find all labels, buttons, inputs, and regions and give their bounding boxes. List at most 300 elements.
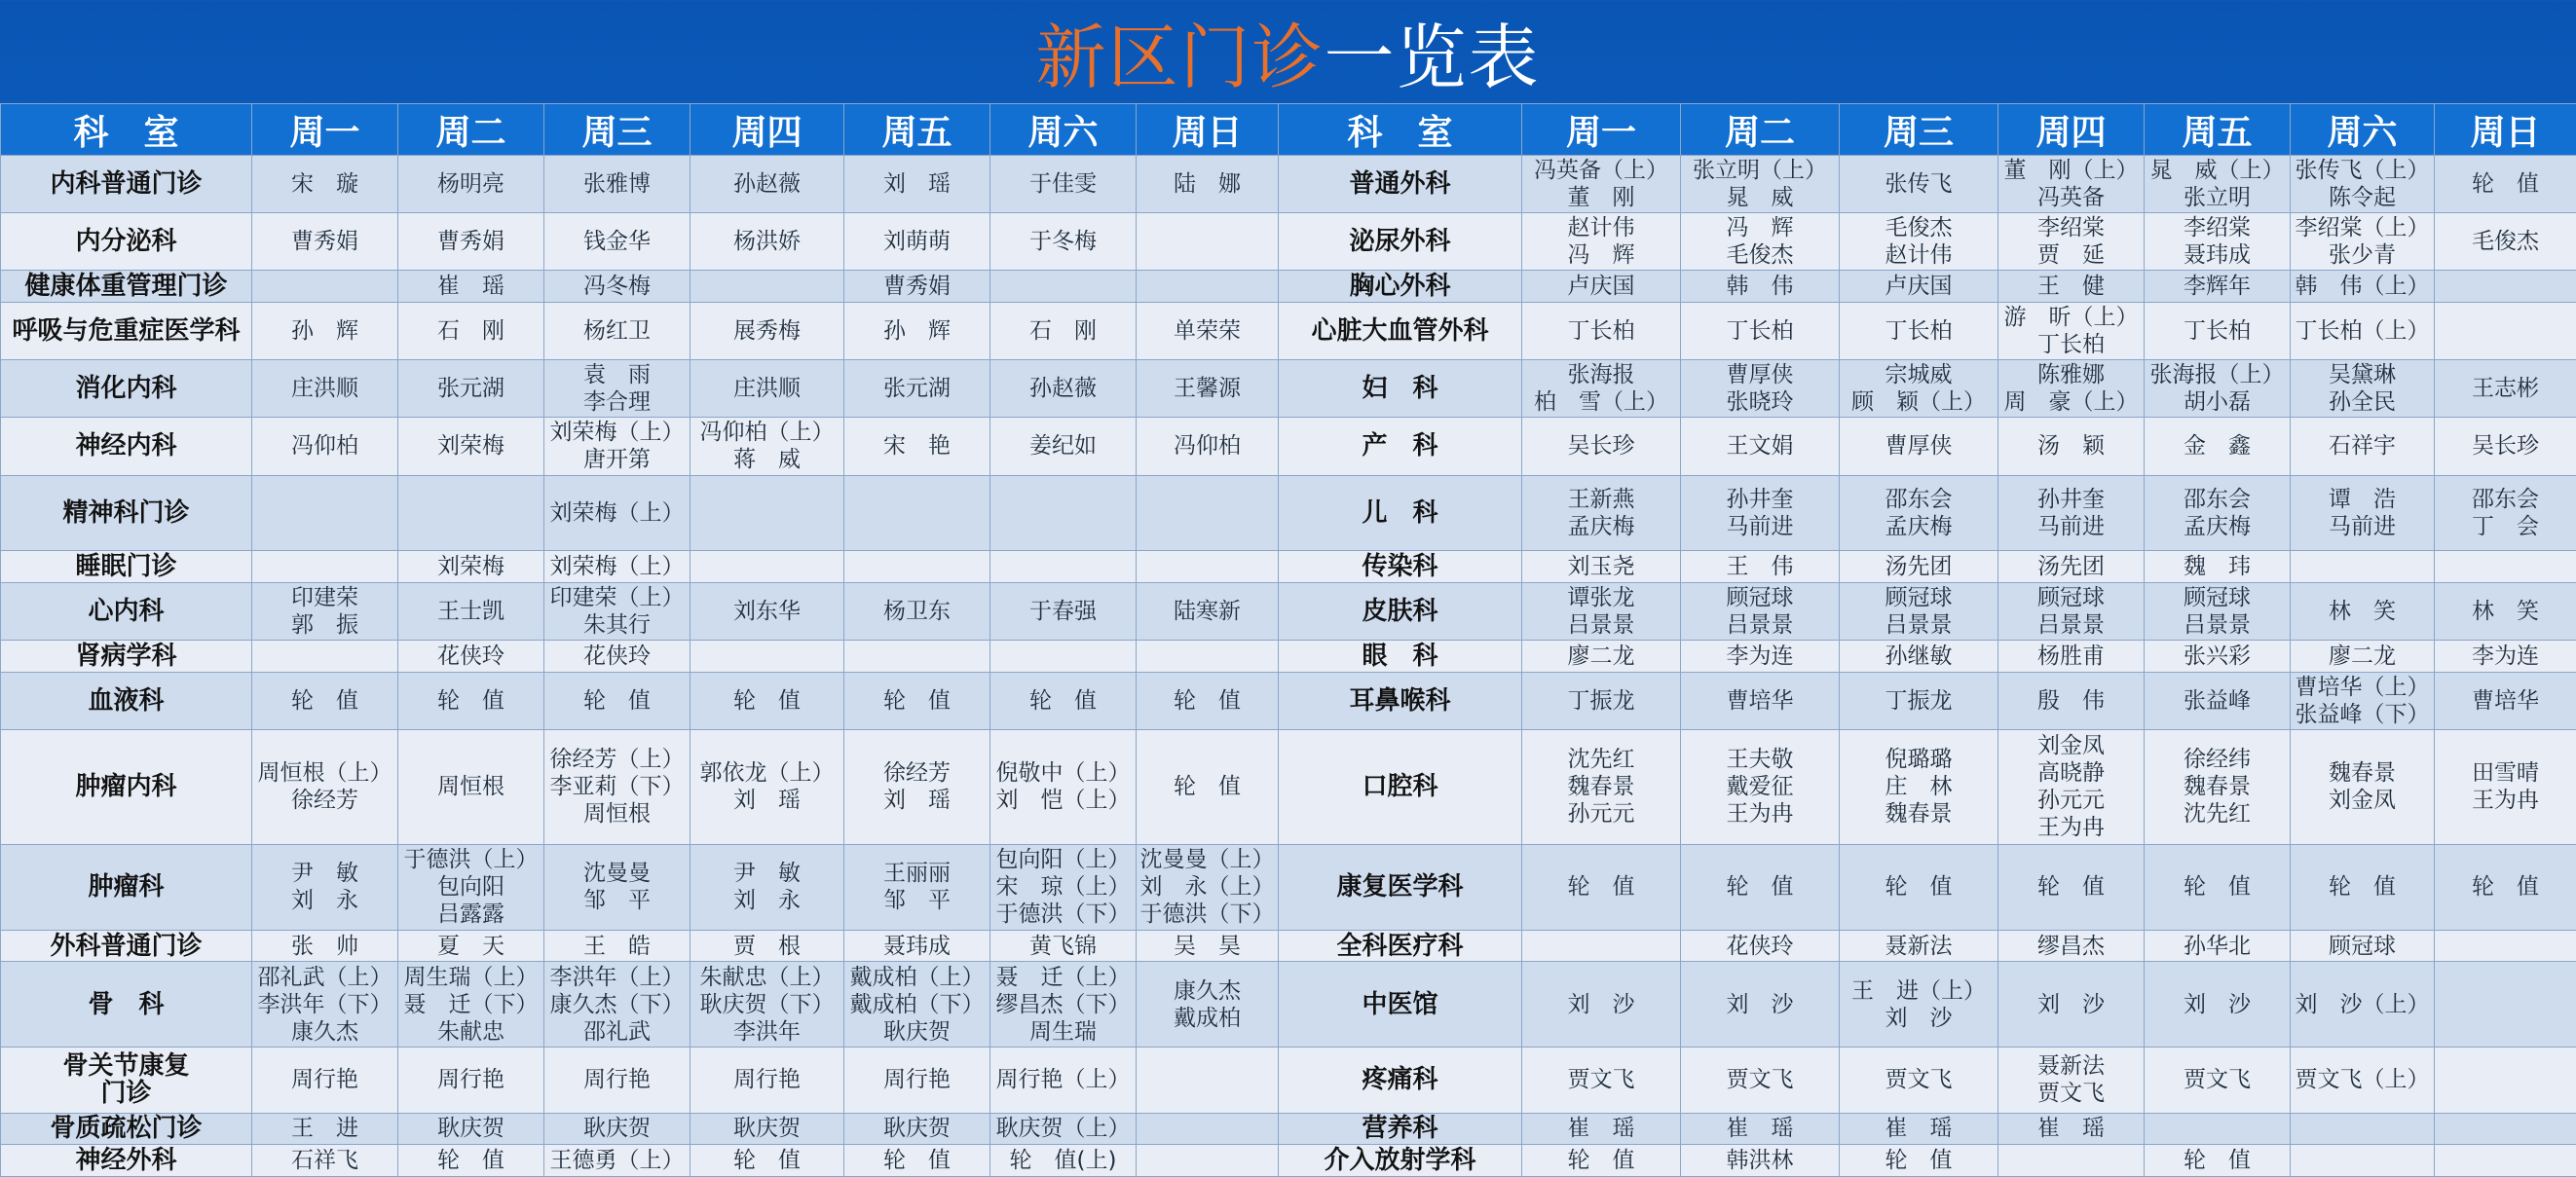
doctor-name: 轮 值 (1174, 774, 1241, 800)
doctor-cell (1681, 551, 1840, 583)
doctor-name: 印建荣（上） (549, 584, 685, 610)
doctor-cell (1137, 475, 1279, 551)
doctor-name: 曹厚侠 (1885, 433, 1953, 460)
doctor-cell (1840, 582, 1998, 640)
doctor-name: 戴成柏（上） (849, 964, 985, 990)
table-row (1, 582, 2576, 640)
doctor-name: 沈曼曼（上） (1139, 847, 1275, 873)
doctor-name: 轮 值 (2037, 874, 2105, 901)
header-day: 周二 (1681, 104, 1840, 156)
doctor-cell (844, 1145, 990, 1177)
doctor-cell (1681, 729, 1840, 844)
doctor-cell (2291, 1048, 2435, 1113)
doctor-cell (1522, 213, 1681, 271)
doctor-name: 张益峰（下） (2295, 701, 2430, 727)
doctor-cell (2291, 930, 2435, 962)
doctor-name: 耿庆贺 (883, 1116, 951, 1142)
department-name: 内科普通门诊 (50, 169, 203, 200)
doctor-name: 朱献忠（上） (699, 964, 835, 990)
table-row (1, 213, 2576, 271)
schedule-table (0, 103, 2576, 1177)
table-row (1, 962, 2576, 1048)
department-cell (1, 930, 252, 962)
doctor-cell (544, 475, 691, 551)
doctor-cell (252, 1113, 398, 1145)
doctor-cell (844, 271, 990, 303)
doctor-name: 张兴彩 (2184, 643, 2251, 669)
doctor-cell (2435, 1113, 2576, 1145)
doctor-name: 冯英备 (2037, 185, 2105, 211)
doctor-cell (691, 1048, 844, 1113)
doctor-name: 张晓玲 (1726, 389, 1794, 416)
doctor-cell (1137, 672, 1279, 729)
doctor-cell (2291, 418, 2435, 475)
doctor-name: 刘金凤 (2329, 788, 2396, 814)
doctor-name: 张海报（上） (2149, 362, 2285, 388)
doctor-name: 轮 值 (2184, 874, 2251, 901)
doctor-name: 刘 瑶 (883, 788, 951, 814)
doctor-cell (691, 1113, 844, 1145)
doctor-name: 崔 瑶 (1567, 1116, 1635, 1142)
doctor-name: 康久杰 (1174, 977, 1241, 1004)
table-row (1, 672, 2576, 729)
doctor-cell (844, 551, 990, 583)
doctor-cell (1137, 156, 1279, 213)
department-name: 产 科 (1362, 431, 1438, 461)
department-cell (1279, 475, 1522, 551)
title-part1: 新区门诊 (1035, 17, 1325, 98)
doctor-name: 胡小磊 (2184, 389, 2251, 416)
doctor-name: 周生瑞 (1029, 1018, 1097, 1045)
schedule-table-wrapper (0, 103, 2576, 1177)
doctor-name: 贾文飞 (1726, 1067, 1794, 1093)
doctor-name: 轮 值 (2184, 1148, 2251, 1174)
doctor-name: 李为连 (1726, 643, 1794, 669)
doctor-name: 轮 值 (1885, 874, 1953, 901)
doctor-cell (1681, 302, 1840, 359)
doctor-cell (2291, 302, 2435, 359)
doctor-name: 刘荣梅 (437, 433, 504, 460)
doctor-name: 董 刚（上） (2003, 158, 2139, 184)
doctor-cell (544, 729, 691, 844)
department-name: 耳鼻喉科 (1349, 685, 1451, 716)
doctor-cell (844, 962, 990, 1048)
department-cell (1, 845, 252, 931)
doctor-name: 顾冠球 (2184, 584, 2251, 610)
doctor-cell (2145, 418, 2291, 475)
doctor-name: 吕露露 (437, 901, 504, 928)
department-cell (1, 213, 252, 271)
doctor-cell (2145, 1145, 2291, 1177)
doctor-name: 耿庆贺（上） (995, 1116, 1131, 1142)
doctor-cell (2435, 845, 2576, 931)
doctor-cell (1137, 845, 1279, 931)
department-cell (1, 640, 252, 672)
doctor-name: 花侠玲 (437, 643, 504, 669)
header-day: 周一 (1522, 104, 1681, 156)
doctor-cell (1998, 1048, 2145, 1113)
doctor-cell (2435, 729, 2576, 844)
doctor-name: 石祥宇 (2329, 433, 2396, 460)
doctor-name: 刘荣梅（上） (549, 499, 685, 526)
doctor-name: 刘萌萌 (883, 229, 951, 255)
doctor-cell (844, 418, 990, 475)
doctor-name: 蒋 威 (733, 447, 801, 473)
doctor-cell (2435, 156, 2576, 213)
doctor-name: 张元湖 (883, 376, 951, 402)
doctor-cell (844, 582, 990, 640)
doctor-cell (2435, 271, 2576, 303)
doctor-cell (1522, 1145, 1681, 1177)
doctor-cell (1137, 551, 1279, 583)
doctor-name: 晁 威（上） (2149, 158, 2285, 184)
doctor-name: 顾冠球 (2329, 933, 2396, 959)
doctor-name: 轮 值 (1567, 874, 1635, 901)
doctor-name: 崔 瑶 (2037, 1116, 2105, 1142)
department-name: 妇 科 (1362, 374, 1438, 404)
doctor-cell (1998, 1113, 2145, 1145)
department-name: 传染科 (1362, 551, 1438, 581)
header-department: 科 室 (1279, 104, 1522, 156)
doctor-name: 曹厚侠 (1726, 362, 1794, 388)
doctor-cell (544, 213, 691, 271)
doctor-name: 花侠玲 (1726, 933, 1794, 959)
header-day: 周四 (691, 104, 844, 156)
doctor-name: 聂玮成 (883, 933, 951, 959)
doctor-cell (1681, 360, 1840, 418)
doctor-cell (398, 672, 544, 729)
doctor-name: 张传飞（上） (2295, 158, 2430, 184)
doctor-name: 孙华北 (2184, 933, 2251, 959)
doctor-name: 汤先团 (2037, 553, 2105, 579)
doctor-name: 轮 值 (733, 687, 801, 714)
doctor-cell (691, 930, 844, 962)
doctor-cell (1840, 302, 1998, 359)
department-cell (1, 672, 252, 729)
doctor-name: 殷 伟 (2037, 687, 2105, 714)
doctor-name: 崔 瑶 (1885, 1116, 1953, 1142)
doctor-cell (1840, 729, 1998, 844)
table-row (1, 729, 2576, 844)
department-name: 肿瘤科 (88, 872, 165, 902)
doctor-cell (2435, 302, 2576, 359)
doctor-cell (691, 729, 844, 844)
doctor-cell (252, 729, 398, 844)
department-cell (1279, 302, 1522, 359)
doctor-cell (990, 1113, 1137, 1145)
doctor-cell (990, 729, 1137, 844)
doctor-name: 石 刚 (1029, 318, 1097, 345)
doctor-name: 尹 敏 (733, 861, 801, 887)
table-row (1, 302, 2576, 359)
doctor-cell (990, 1145, 1137, 1177)
doctor-name: 曹秀娟 (437, 229, 504, 255)
page-title (0, 0, 2576, 103)
department-cell (1, 582, 252, 640)
doctor-cell (544, 582, 691, 640)
doctor-name: 贾文飞 (2184, 1067, 2251, 1093)
doctor-cell (1840, 551, 1998, 583)
doctor-name: 郭 振 (291, 611, 358, 638)
doctor-name: 孙全民 (2329, 389, 2396, 416)
doctor-cell (1681, 640, 1840, 672)
doctor-name: 魏春景 (1567, 774, 1635, 800)
department-name: 精神科门诊 (62, 497, 190, 528)
doctor-name: 卢庆国 (1567, 274, 1635, 300)
doctor-name: 孙赵薇 (1029, 376, 1097, 402)
doctor-name: 轮 值 (2472, 171, 2539, 198)
doctor-name: 刘 沙（上） (2295, 991, 2430, 1017)
doctor-cell (2145, 962, 2291, 1048)
doctor-name: 聂玮成 (2184, 242, 2251, 269)
doctor-cell (2145, 213, 2291, 271)
doctor-name: 孙元元 (2037, 788, 2105, 814)
doctor-cell (990, 640, 1137, 672)
doctor-name: 贾文飞（上） (2295, 1067, 2430, 1093)
doctor-name: 杨明亮 (437, 171, 504, 198)
doctor-name: 高晓静 (2037, 760, 2105, 787)
doctor-cell (1681, 156, 1840, 213)
doctor-name: 陆 娜 (1174, 171, 1241, 198)
doctor-name: 马前进 (1726, 513, 1794, 539)
doctor-cell (544, 1145, 691, 1177)
doctor-name: 杨红卫 (583, 318, 651, 345)
doctor-cell (990, 1048, 1137, 1113)
doctor-name: 孙继敏 (1885, 643, 1953, 669)
doctor-cell (398, 1048, 544, 1113)
doctor-name: 耿庆贺 (583, 1116, 651, 1142)
doctor-cell (544, 1113, 691, 1145)
doctor-name: 吴长珍 (1567, 433, 1635, 460)
doctor-cell (398, 302, 544, 359)
doctor-name: 周行艳（上） (995, 1067, 1131, 1093)
doctor-cell (1840, 475, 1998, 551)
doctor-cell (2145, 156, 2291, 213)
doctor-name: 孙井奎 (2037, 486, 2105, 512)
department-cell (1279, 845, 1522, 931)
doctor-name: 卢庆国 (1885, 274, 1953, 300)
header-day: 周五 (2145, 104, 2291, 156)
doctor-name: 李为连 (2472, 643, 2539, 669)
department-cell (1, 962, 252, 1048)
doctor-cell (2145, 1048, 2291, 1113)
doctor-name: 宗城威 (1885, 362, 1953, 388)
doctor-name: 张海报 (1567, 362, 1635, 388)
header-day: 周五 (844, 104, 990, 156)
doctor-name: 郭依龙（上） (699, 760, 835, 787)
doctor-name: 曹秀娟 (883, 274, 951, 300)
doctor-name: 沈先红 (2184, 801, 2251, 828)
doctor-name: 丁振龙 (1567, 687, 1635, 714)
doctor-cell (544, 271, 691, 303)
doctor-name: 汤先团 (1885, 553, 1953, 579)
doctor-cell (252, 156, 398, 213)
doctor-cell (1681, 930, 1840, 962)
doctor-name: 王志彬 (2472, 376, 2539, 402)
doctor-name: 刘荣梅（上） (549, 420, 685, 446)
doctor-name: 晁 威 (1726, 185, 1794, 211)
doctor-name: 耿庆贺（下） (699, 991, 835, 1017)
department-cell (1279, 640, 1522, 672)
doctor-cell (1998, 418, 2145, 475)
doctor-name: 赵计伟 (1567, 215, 1635, 241)
doctor-name: 宋 璇 (291, 171, 358, 198)
doctor-cell (691, 672, 844, 729)
doctor-cell (2435, 551, 2576, 583)
table-row (1, 271, 2576, 303)
department-name: 眼 科 (1362, 641, 1438, 671)
doctor-name: 孙元元 (1567, 801, 1635, 828)
doctor-cell (1137, 640, 1279, 672)
doctor-name: 刘 沙 (2184, 991, 2251, 1017)
doctor-name: 李亚莉（下） (549, 774, 685, 800)
doctor-cell (1522, 551, 1681, 583)
doctor-name: 宋 艳 (883, 433, 951, 460)
doctor-cell (844, 360, 990, 418)
doctor-name: 邵东会 (2184, 486, 2251, 512)
doctor-name: 周行艳 (583, 1067, 651, 1093)
doctor-name: 耿庆贺 (733, 1116, 801, 1142)
doctor-name: 魏春景 (2184, 774, 2251, 800)
doctor-name: 金 鑫 (2184, 433, 2251, 460)
doctor-name: 冯英备（上） (1534, 158, 1668, 184)
doctor-cell (1137, 1048, 1279, 1113)
doctor-cell (1998, 360, 2145, 418)
department-cell (1, 1113, 252, 1145)
doctor-cell (1522, 302, 1681, 359)
doctor-cell (1137, 729, 1279, 844)
doctor-cell (544, 551, 691, 583)
header-day: 周六 (990, 104, 1137, 156)
header-day: 周六 (2291, 104, 2435, 156)
doctor-name: 李辉年 (2184, 274, 2251, 300)
doctor-name: 毛俊杰 (1885, 215, 1953, 241)
department-name: 心内科 (88, 596, 165, 626)
doctor-cell (544, 418, 691, 475)
doctor-name: 倪敬中（上） (995, 760, 1131, 787)
doctor-cell (844, 1113, 990, 1145)
doctor-cell (1522, 1113, 1681, 1145)
doctor-name: 王为冉 (2472, 788, 2539, 814)
doctor-name: 刘 永 (291, 888, 358, 914)
doctor-cell (844, 475, 990, 551)
doctor-cell (1998, 729, 2145, 844)
doctor-cell (691, 475, 844, 551)
doctor-name: 轮 值 (883, 687, 951, 714)
doctor-cell (1840, 1113, 1998, 1145)
doctor-cell (844, 1048, 990, 1113)
doctor-cell (2435, 582, 2576, 640)
doctor-cell (398, 1113, 544, 1145)
doctor-cell (2145, 271, 2291, 303)
table-body (1, 156, 2576, 1177)
department-name: 中医馆 (1362, 989, 1438, 1019)
doctor-cell (2291, 360, 2435, 418)
doctor-cell (1522, 360, 1681, 418)
doctor-name: 印建荣 (291, 584, 358, 610)
doctor-name: 丁 会 (2472, 513, 2539, 539)
doctor-name: 展秀梅 (733, 318, 801, 345)
doctor-cell (1137, 1145, 1279, 1177)
doctor-name: 于冬梅 (1029, 229, 1097, 255)
doctor-cell (691, 962, 844, 1048)
doctor-cell (1137, 213, 1279, 271)
doctor-name: 缪昌杰 (2037, 933, 2105, 959)
doctor-cell (2145, 551, 2291, 583)
doctor-name: 李合理 (583, 389, 651, 416)
department-name: 健康体重管理门诊 (24, 272, 228, 302)
doctor-cell (844, 930, 990, 962)
doctor-name: 王士凯 (437, 598, 504, 624)
doctor-name: 轮 值 (1174, 687, 1241, 714)
doctor-name: 徐经芳（上） (549, 747, 685, 773)
doctor-name: 杨洪娇 (733, 229, 801, 255)
doctor-cell (1998, 845, 2145, 931)
doctor-name: 曹秀娟 (291, 229, 358, 255)
doctor-name: 林 笑 (2472, 598, 2539, 624)
doctor-name: 康久杰 (291, 1018, 358, 1045)
doctor-cell (990, 551, 1137, 583)
department-cell (1, 475, 252, 551)
doctor-cell (544, 360, 691, 418)
doctor-cell (844, 302, 990, 359)
doctor-name: 邹 平 (583, 888, 651, 914)
table-row (1, 640, 2576, 672)
doctor-name: 杨卫东 (883, 598, 951, 624)
department-cell (1, 360, 252, 418)
doctor-cell (252, 640, 398, 672)
doctor-cell (398, 360, 544, 418)
doctor-name: 庄洪顺 (733, 376, 801, 402)
doctor-cell (1998, 930, 2145, 962)
doctor-cell (1137, 1113, 1279, 1145)
doctor-cell (252, 582, 398, 640)
doctor-name: 周行艳 (883, 1067, 951, 1093)
department-cell (1279, 930, 1522, 962)
department-name: 介入放射学科 (1324, 1146, 1476, 1176)
doctor-cell (1840, 360, 1998, 418)
doctor-name: 孙赵薇 (733, 171, 801, 198)
doctor-name: 毛俊杰 (1726, 242, 1794, 269)
doctor-cell (1998, 1145, 2145, 1177)
department-name: 心脏大血管外科 (1311, 316, 1489, 347)
doctor-name: 孟庆梅 (2184, 513, 2251, 539)
doctor-name: 刘 沙 (1726, 991, 1794, 1017)
doctor-name: 石祥飞 (291, 1148, 358, 1174)
doctor-cell (2291, 475, 2435, 551)
doctor-name: 轮 值 (2472, 874, 2539, 901)
doctor-name: 轮 值 (437, 1148, 504, 1174)
doctor-cell (2435, 213, 2576, 271)
doctor-cell (2435, 475, 2576, 551)
doctor-cell (2435, 360, 2576, 418)
doctor-cell (544, 845, 691, 931)
doctor-cell (990, 475, 1137, 551)
department-name: 睡眠门诊 (75, 551, 177, 581)
doctor-name: 于德洪（下） (995, 901, 1131, 928)
doctor-cell (1137, 418, 1279, 475)
doctor-cell (1522, 729, 1681, 844)
doctor-cell (1998, 302, 2145, 359)
doctor-cell (1681, 1145, 1840, 1177)
header-department: 科 室 (1, 104, 252, 156)
doctor-cell (252, 930, 398, 962)
department-cell (1, 1048, 252, 1113)
doctor-name: 轮 值 (583, 687, 651, 714)
table-row (1, 418, 2576, 475)
department-name: 疼痛科 (1362, 1065, 1438, 1095)
doctor-name: 林 笑 (2329, 598, 2396, 624)
